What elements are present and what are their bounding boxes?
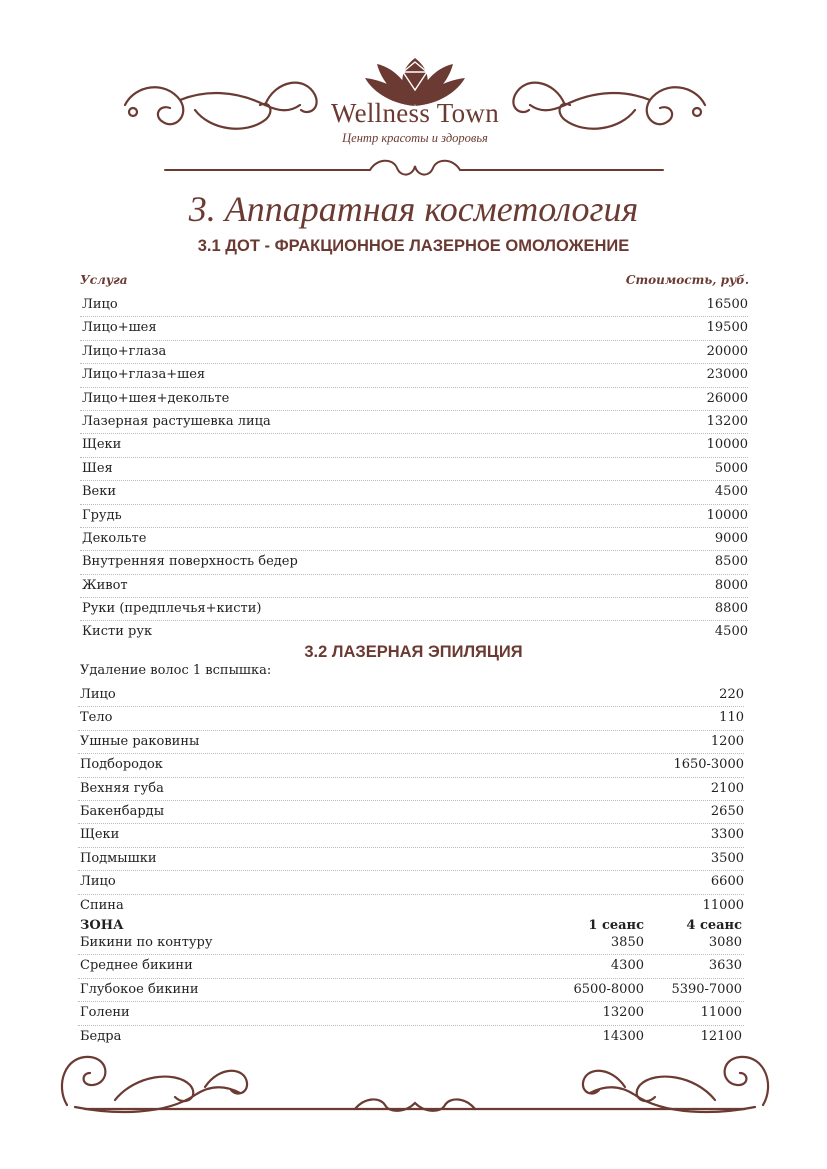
list-item [78, 684, 744, 707]
service-price: 4500 [714, 624, 748, 640]
service-name: Живот [82, 577, 128, 593]
service-price: 1650-3000 [673, 757, 744, 773]
zone-name: Бикини по контуру [80, 935, 213, 950]
page-title: 3. Аппаратная косметология [188, 189, 639, 229]
service-name: Лазерная растушевка лица [82, 413, 271, 429]
service-name: Декольте [82, 530, 147, 546]
brand-subtitle: Центр красоты и здоровья [342, 131, 488, 145]
service-price: 9000 [714, 530, 748, 546]
list-item [78, 848, 744, 871]
list-item [80, 294, 748, 317]
zone-price-1: 3850 [610, 935, 644, 950]
list-item [78, 778, 744, 801]
service-name: Щеки [82, 437, 122, 453]
list-item [78, 707, 744, 730]
list-item [80, 458, 748, 481]
list-item [80, 505, 748, 528]
zone-price-4: 12100 [700, 1028, 742, 1044]
service-name: Веки [82, 484, 117, 500]
price-list [80, 294, 748, 644]
list-item [80, 434, 748, 457]
service-name: Щеки [80, 827, 120, 843]
zone-price-4: 5390-7000 [671, 981, 742, 997]
service-price: 23000 [706, 367, 748, 383]
zone-price-4: 3630 [708, 958, 742, 974]
service-name: Внутренняя поверхность бедер [82, 554, 298, 570]
zone-name: Бедра [80, 1028, 122, 1044]
table-row [78, 1002, 744, 1025]
zone-name: Голени [80, 1005, 130, 1021]
zone-header-session1: 1 сеанс [588, 918, 644, 933]
service-price: 2100 [710, 780, 744, 796]
service-price: 19500 [706, 320, 748, 336]
list-item [80, 621, 748, 643]
column-header-service: Услуга [80, 273, 128, 287]
service-price: 11000 [702, 897, 744, 913]
service-price: 3500 [710, 850, 744, 866]
service-name: Подбородок [80, 757, 163, 773]
service-name: Подмышки [80, 850, 157, 866]
list-item [80, 341, 748, 364]
zone-price-list [78, 932, 744, 1048]
zone-price-1: 6500-8000 [573, 981, 644, 997]
service-price: 20000 [706, 343, 748, 359]
list-item [80, 551, 748, 574]
section-intro: Удаление волос 1 вспышка: [80, 663, 272, 678]
list-item [80, 388, 748, 411]
zone-price-1: 14300 [602, 1028, 644, 1044]
zone-header-session4: 4 сеанс [686, 918, 742, 933]
zone-price-1: 4300 [610, 958, 644, 974]
service-price: 6600 [710, 874, 744, 890]
service-name: Спина [80, 897, 124, 913]
zone-header-label: ЗОНА [80, 918, 124, 933]
list-item [80, 364, 748, 387]
list-item [78, 871, 744, 894]
footer-ornament [55, 1045, 775, 1120]
service-price: 13200 [706, 413, 748, 429]
service-price: 220 [719, 687, 744, 702]
service-name: Руки (предплечья+кисти) [82, 601, 262, 617]
zone-price-4: 11000 [700, 1005, 742, 1021]
service-price: 2650 [710, 803, 744, 819]
service-price: 16500 [706, 297, 748, 312]
list-item [80, 575, 748, 598]
service-name: Ушные раковины [80, 733, 200, 749]
list-item [80, 528, 748, 551]
service-name: Лицо [82, 297, 118, 312]
zone-name: Среднее бикини [80, 958, 193, 974]
list-item [78, 824, 744, 847]
service-name: Лицо+шея+декольте [82, 390, 230, 406]
list-item [80, 598, 748, 621]
service-price: 4500 [714, 484, 748, 500]
price-list [78, 684, 744, 917]
list-item [78, 895, 744, 917]
service-price: 8000 [714, 577, 748, 593]
service-price: 8800 [714, 601, 748, 617]
service-name: Бакенбарды [80, 803, 165, 819]
service-name: Тело [80, 710, 113, 726]
table-row [78, 979, 744, 1002]
list-item [80, 317, 748, 340]
service-price: 3300 [710, 827, 744, 843]
service-name: Вехняя губа [80, 780, 164, 796]
column-header-price: Стоимость, руб. [625, 273, 749, 287]
list-item [80, 411, 748, 434]
service-name: Кисти рук [82, 624, 153, 640]
service-price: 10000 [706, 507, 748, 523]
list-item [78, 801, 744, 824]
service-price: 10000 [706, 437, 748, 453]
brand-name: Wellness Town [330, 98, 500, 128]
list-item [78, 754, 744, 777]
service-price: 110 [719, 710, 744, 726]
zone-price-1: 13200 [602, 1005, 644, 1021]
service-name: Лицо+шея [82, 320, 157, 336]
service-name: Шея [82, 460, 113, 476]
service-price: 8500 [714, 554, 748, 570]
service-name: Грудь [82, 507, 122, 523]
service-price: 5000 [714, 460, 748, 476]
section-title: 3.2 ЛАЗЕРНАЯ ЭПИЛЯЦИЯ [304, 643, 523, 661]
service-name: Лицо [80, 687, 116, 702]
service-price: 1200 [710, 733, 744, 749]
section-title: 3.1 ДОТ - ФРАКЦИОННОЕ ЛАЗЕРНОЕ ОМОЛОЖЕНИЕ [197, 237, 630, 255]
service-name: Лицо [80, 874, 116, 890]
service-price: 26000 [706, 390, 748, 406]
zone-name: Глубокое бикини [80, 981, 199, 997]
list-item [80, 481, 748, 504]
zone-price-4: 3080 [708, 935, 742, 950]
list-item [78, 731, 744, 754]
table-row [78, 932, 744, 955]
table-row [78, 955, 744, 978]
service-name: Лицо+глаза+шея [82, 367, 206, 383]
service-name: Лицо+глаза [82, 343, 167, 359]
